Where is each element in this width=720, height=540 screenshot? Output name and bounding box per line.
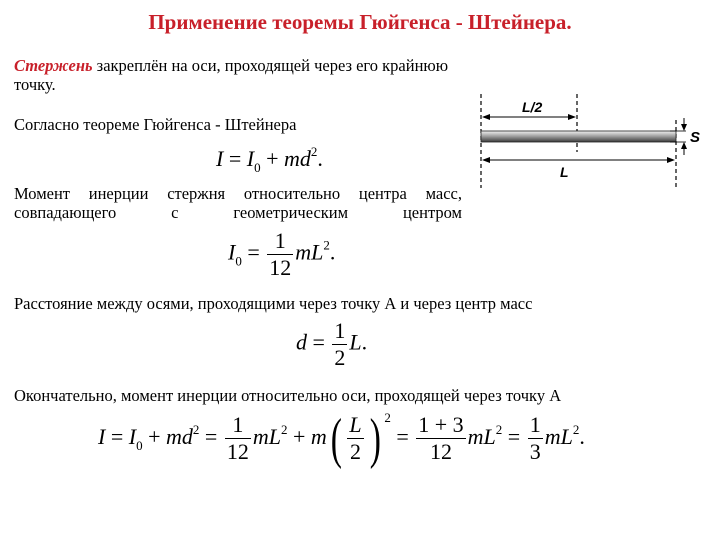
final-text: Окончательно, момент инерции относительно оси, проходящей через точку А (14, 386, 562, 405)
length-label: L (560, 164, 569, 180)
center-moment-paragraph (14, 184, 462, 222)
theorem-line: Согласно теореме Гюйгенса - Штейнера (14, 115, 297, 134)
final-formula: $I = I_0 + md^2$ = $\frac{1}{12}$ $mL^2 + m$( $\frac{L}{2}$ ) $^2$ = $\frac{1 + 3}{12}$ $mL^2$ = $\frac{1}{3}$ $mL^2$. (98, 407, 585, 470)
steiner-formula: $I = I_0 + md^2$. (216, 144, 323, 175)
rod (481, 131, 676, 142)
rod-diagram (470, 90, 710, 190)
intro-paragraph (14, 56, 469, 94)
thickness-label: S (690, 129, 701, 146)
rod-term: Стержень (14, 56, 93, 75)
distance-formula: d = $\frac{1}{2}$ L. (296, 318, 368, 370)
center-moment-formula: $I_0$ = $\frac{1}{12}$ $mL^2$. (228, 228, 336, 280)
center-moment-text: Момент инерции стержня относительно центра масс, совпадающего с геометрическим центром (14, 184, 462, 222)
intro-rest: закреплён на оси, проходящей через его крайнюю точку. (14, 56, 449, 94)
half-length-label: L/2 (522, 99, 543, 115)
distance-text: Расстояние между осями, проходящими через точку А и через центр масс (14, 294, 533, 313)
page-title: Применение теоремы Гюйгенса - Штейнера. (148, 10, 572, 34)
